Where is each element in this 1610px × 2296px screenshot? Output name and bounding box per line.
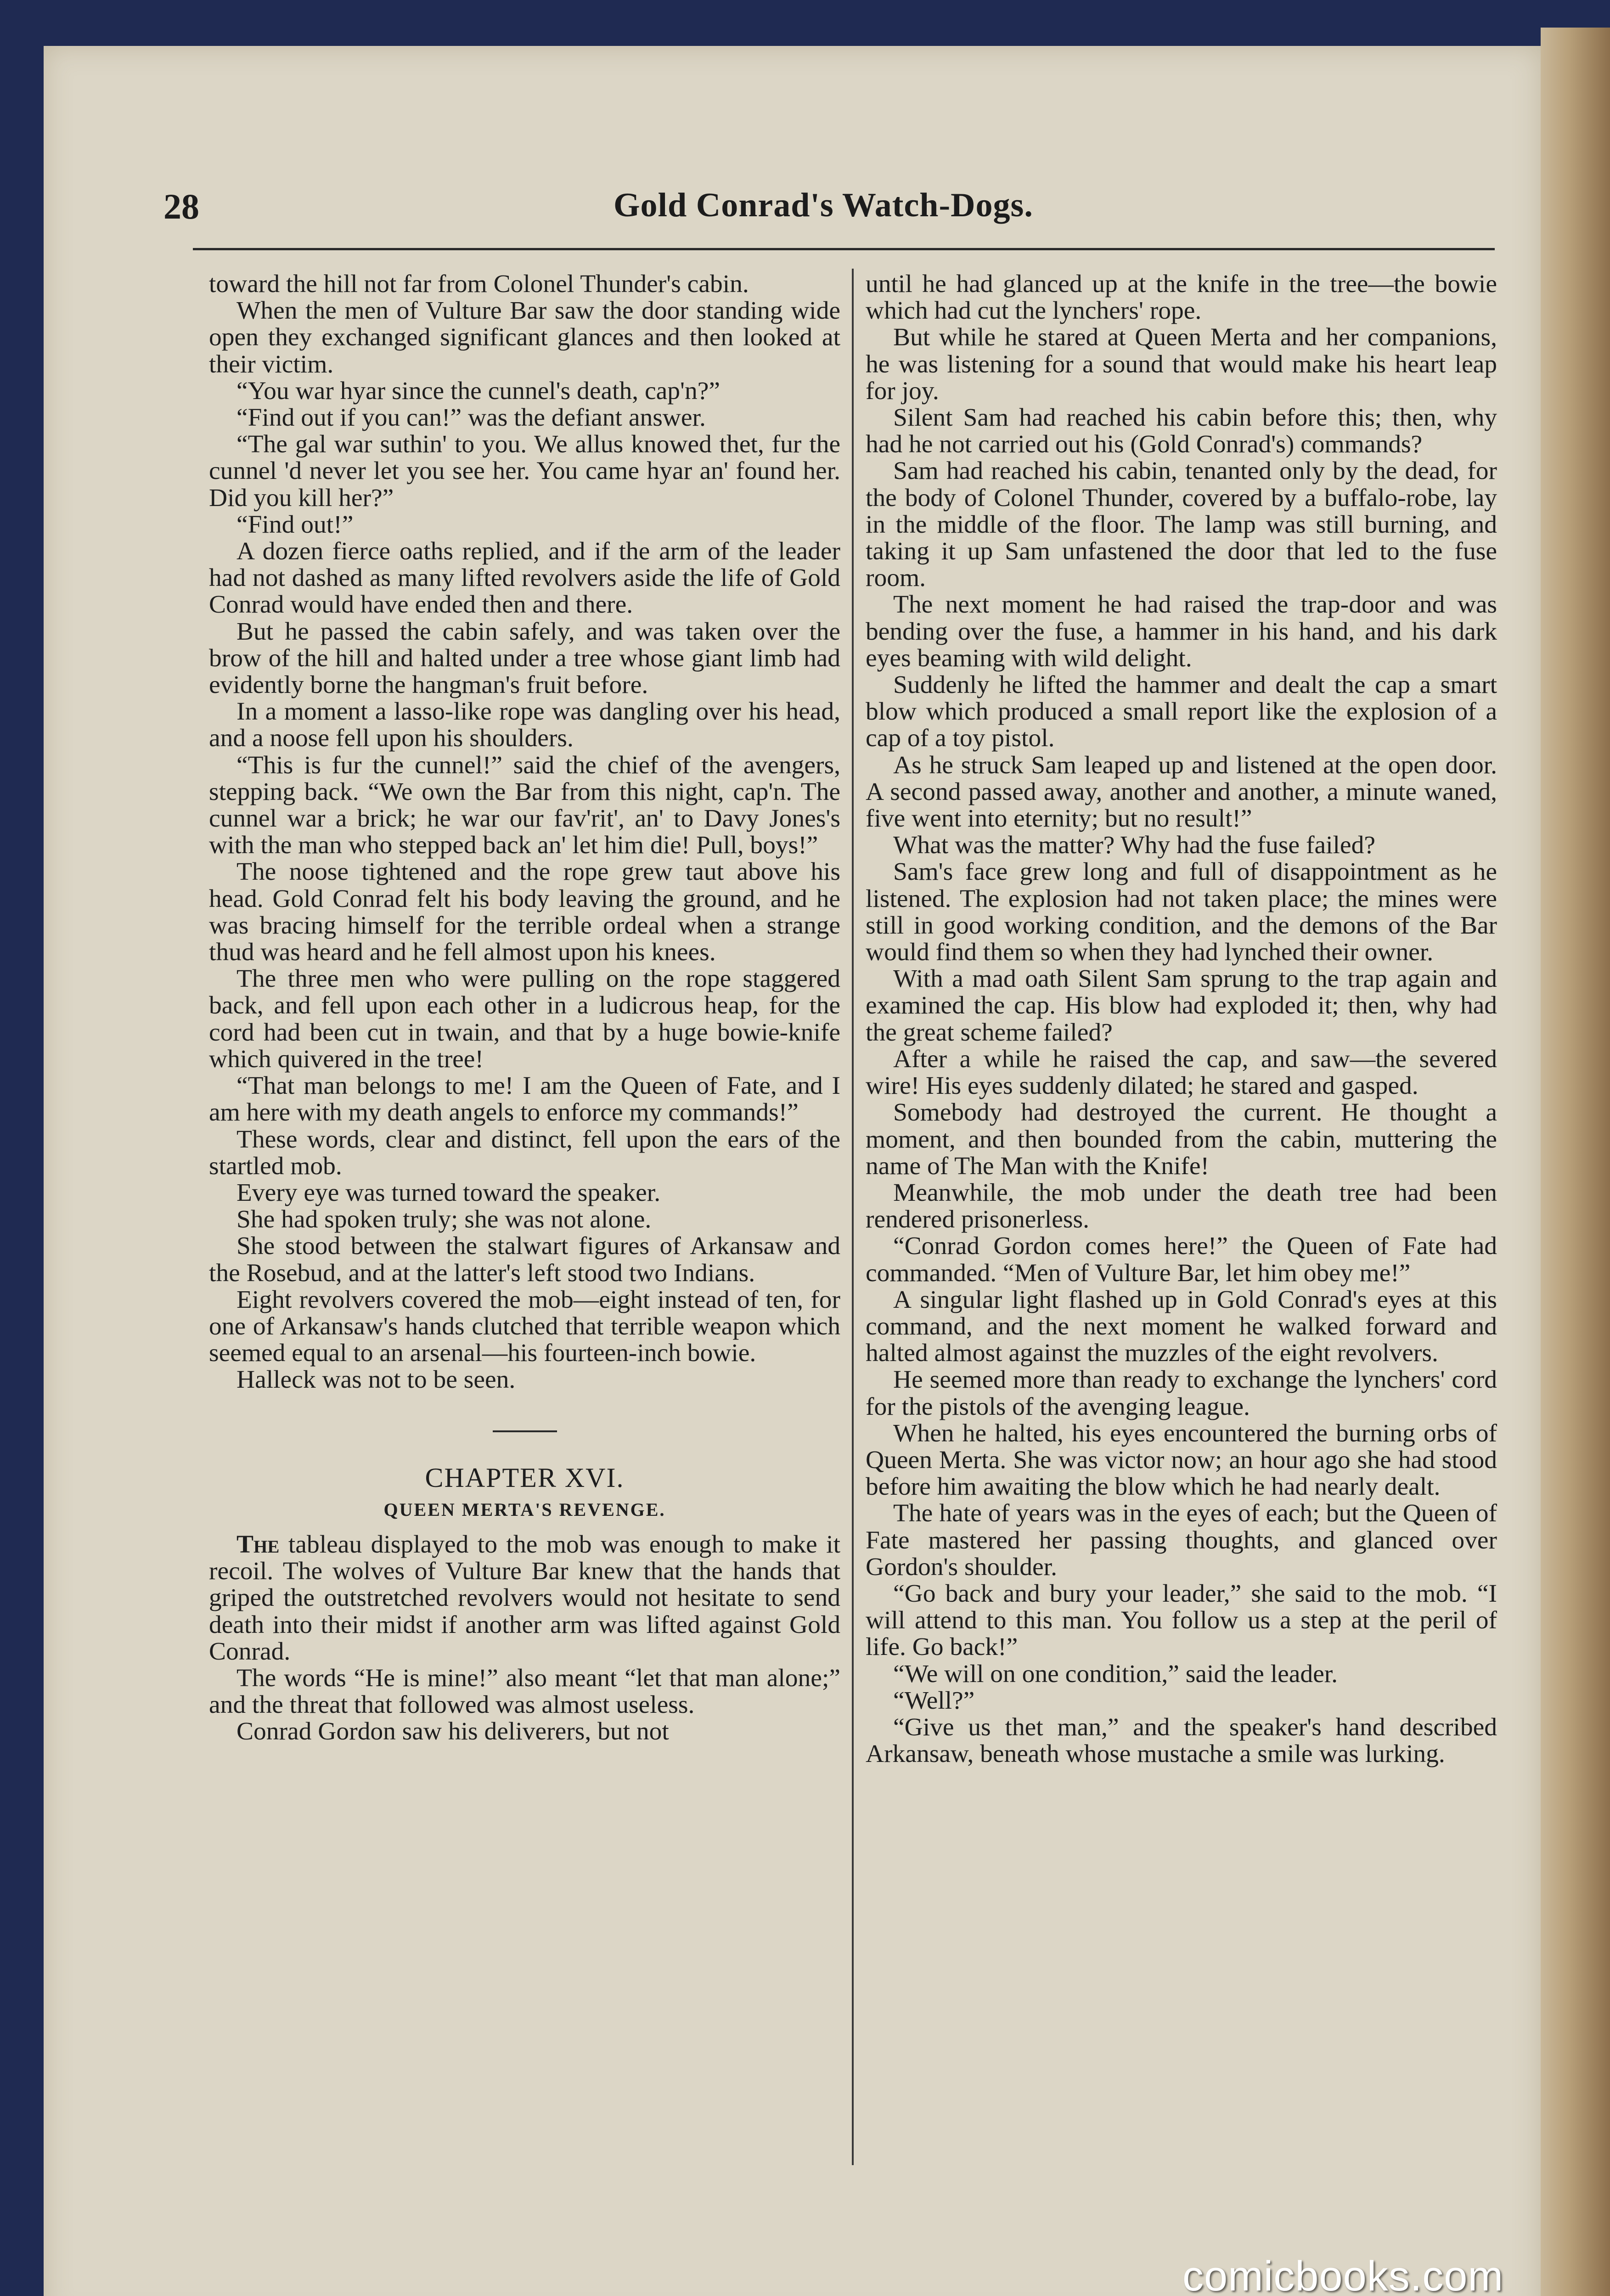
paragraph: As he struck Sam leaped up and listened at the open door. A second passed away, another and another, a minute waned, five went into eternity; but no result!” — [866, 751, 1497, 833]
watermark-text: comicbooks.com — [1182, 2253, 1504, 2296]
paragraph: Silent Sam had reached his cabin before this; then, why had he not carried out his (Gold Conrad's) commands? — [866, 404, 1497, 459]
paragraph: Every eye was turned toward the speaker. — [236, 1178, 661, 1207]
chapter-text — [209, 1665, 840, 1745]
chapter-subtitle: QUEEN MERTA'S REVENGE. — [383, 1499, 666, 1520]
paragraph: Eight revolvers covered the mob—eight instead of ten, for one of Arkansaw's hands clutched that terrible weapon which seemed equal to an arsenal—his fourteen-inch bowie. — [209, 1285, 840, 1367]
paragraph: “Go back and bury your leader,” she said to the mob. “I will attend to this man. You follow us a step at the peril of life. Go back!” — [866, 1579, 1497, 1661]
paragraph: The noose tightened and the rope grew taut above his head. Gold Conrad felt his body leaving the ground, and he was bracing himself for the terrible ordeal when a strange thud was heard and he fell almost upon his knees. — [209, 858, 840, 967]
paragraph: These words, clear and distinct, fell upon the ears of the startled mob. — [209, 1125, 840, 1180]
running-title: Gold Conrad's Watch-Dogs. — [614, 186, 1033, 224]
paragraph: “Well?” — [893, 1686, 975, 1715]
chapter-first-paragraph — [209, 1531, 840, 1665]
chapter-divider — [493, 1430, 557, 1432]
paragraph: With a mad oath Silent Sam sprung to the trap again and examined the cap. His blow had exploded it; then, why had the great scheme failed? — [866, 965, 1497, 1047]
chapter-title: CHAPTER XVI. — [425, 1462, 625, 1493]
paragraph: The three men who were pulling on the rope staggered back, and fell upon each other in a ludicrous heap, for the cord had been cut in twain, and that by a huge bowie-knife which quivered in the tree! — [209, 965, 840, 1073]
paragraph: She stood between the stalwart figures of Arkansaw and the Rosebud, and at the latter's left stood two Indians. — [209, 1232, 840, 1287]
chapter-lead-word: The — [236, 1530, 280, 1559]
paragraph: “We will on one condition,” said the leader. — [893, 1660, 1338, 1688]
paragraph: Halleck was not to be seen. — [236, 1366, 516, 1394]
paragraph: “Find out if you can!” was the defiant answer. — [236, 404, 706, 432]
page-edge — [1541, 28, 1610, 2296]
page-header — [163, 186, 1495, 236]
paragraph: Conrad Gordon saw his deliverers, but not — [236, 1717, 669, 1746]
paragraph: When he halted, his eyes encountered the burning orbs of Queen Merta. She was victor now; an hour ago she had stood before him awaiting the blow which he had nearly dealt. — [866, 1419, 1497, 1501]
paragraph: In a moment a lasso-like rope was dangling over his head, and a noose fell upon his shoulders. — [209, 698, 840, 753]
paragraph: He seemed more than ready to exchange the lynchers' cord for the pistols of the avenging league. — [866, 1366, 1497, 1421]
paragraph: Sam had reached his cabin, tenanted only by the dead, for the body of Colonel Thunder, covered by a buffalo-robe, lay in the middle of the floor. The lamp was still burning, and taking it up Sam unfastened the door that led to the fuse room. — [866, 457, 1497, 592]
paragraph: She had spoken truly; she was not alone. — [236, 1205, 652, 1234]
page-number: 28 — [163, 186, 199, 226]
right-column-text — [866, 271, 1497, 1767]
paragraph: After a while he raised the cap, and saw—the severed wire! His eyes suddenly dilated; he stared and gasped. — [866, 1045, 1497, 1100]
paragraph: A dozen fierce oaths replied, and if the arm of the leader had not dashed as many lifted revolvers aside the life of Gold Conrad would have ended then and there. — [209, 537, 840, 619]
paragraph: A singular light flashed up in Gold Conrad's eyes at this command, and the next moment he walked forward and halted almost against the muzzles of the eight revolvers. — [866, 1285, 1497, 1367]
header-rule — [193, 248, 1495, 250]
paragraph: “The gal war suthin' to you. We allus knowed thet, fur the cunnel 'd never let you see her. You came hyar an' found her. Did you kill her?” — [209, 430, 840, 512]
paragraph: “You war hyar since the cunnel's death, cap'n?” — [236, 377, 721, 405]
paragraph: Somebody had destroyed the current. He thought a moment, and then bounded from the cabin, muttering the name of The Man with the Knife! — [866, 1098, 1497, 1180]
paragraph: “Give us thet man,” and the speaker's hand described Arkansaw, beneath whose mustache a smile was lurking. — [866, 1713, 1497, 1768]
paragraph: But while he stared at Queen Merta and her companions, he was listening for a sound that would make his heart leap for joy. — [866, 323, 1497, 405]
paragraph: What was the matter? Why had the fuse failed? — [893, 831, 1375, 860]
paragraph: “Find out!” — [236, 510, 354, 539]
paragraph: “This is fur the cunnel!” said the chief of the avengers, stepping back. “We own the Bar from this night, cap'n. The cunnel war a brick; he war our fav'rit', an' to Davy Jones's with the man who stepped back an' let him die! Pull, boys!” — [209, 751, 840, 860]
paragraph: Suddenly he lifted the hammer and dealt the cap a smart blow which produced a small report like the explosion of a cap of a toy pistol. — [866, 671, 1497, 753]
left-column — [209, 271, 840, 2172]
chapter-first-paragraph-text: tableau displayed to the mob was enough to make it recoil. The wolves of Vulture Bar knew that the hands that griped the outstretched revolvers would not hesitate to send death into their midst if another arm was lifted against Gold Conrad. — [209, 1530, 840, 1666]
paragraph: Sam's face grew long and full of disappointment as he listened. The explosion had not taken place; the mines were still in good working condition, and the demons of the Bar would find them so when they had lynched their owner. — [866, 858, 1497, 967]
column-rule — [852, 269, 854, 2165]
right-column — [866, 271, 1497, 2172]
paragraph: The words “He is mine!” also meant “let that man alone;” and the threat that followed was almost useless. — [209, 1664, 840, 1719]
paragraph: toward the hill not far from Colonel Thunder's cabin. — [209, 271, 749, 298]
paragraph: The hate of years was in the eyes of each; but the Queen of Fate mastered her passing thoughts, and glanced over Gordon's shoulder. — [866, 1499, 1497, 1581]
paragraph: When the men of Vulture Bar saw the door standing wide open they exchanged significant glances and then looked at their victim. — [209, 297, 840, 378]
paragraph: until he had glanced up at the knife in the tree—the bowie which had cut the lynchers' rope. — [866, 271, 1497, 325]
paragraph: “Conrad Gordon comes here!” the Queen of Fate had commanded. “Men of Vulture Bar, let him obey me!” — [866, 1232, 1497, 1287]
paragraph: But he passed the cabin safely, and was taken over the brow of the hill and halted under a tree whose giant limb had evidently borne the hangman's fruit before. — [209, 617, 840, 699]
left-column-text — [209, 271, 840, 1394]
paragraph: “That man belongs to me! I am the Queen of Fate, and I am here with my death angels to enforce my commands!” — [209, 1072, 840, 1127]
paragraph: The next moment he had raised the trap-door and was bending over the fuse, a hammer in his hand, and his dark eyes beaming with wild delight. — [866, 591, 1497, 672]
paragraph: Meanwhile, the mob under the death tree had been rendered prisonerless. — [866, 1178, 1497, 1234]
